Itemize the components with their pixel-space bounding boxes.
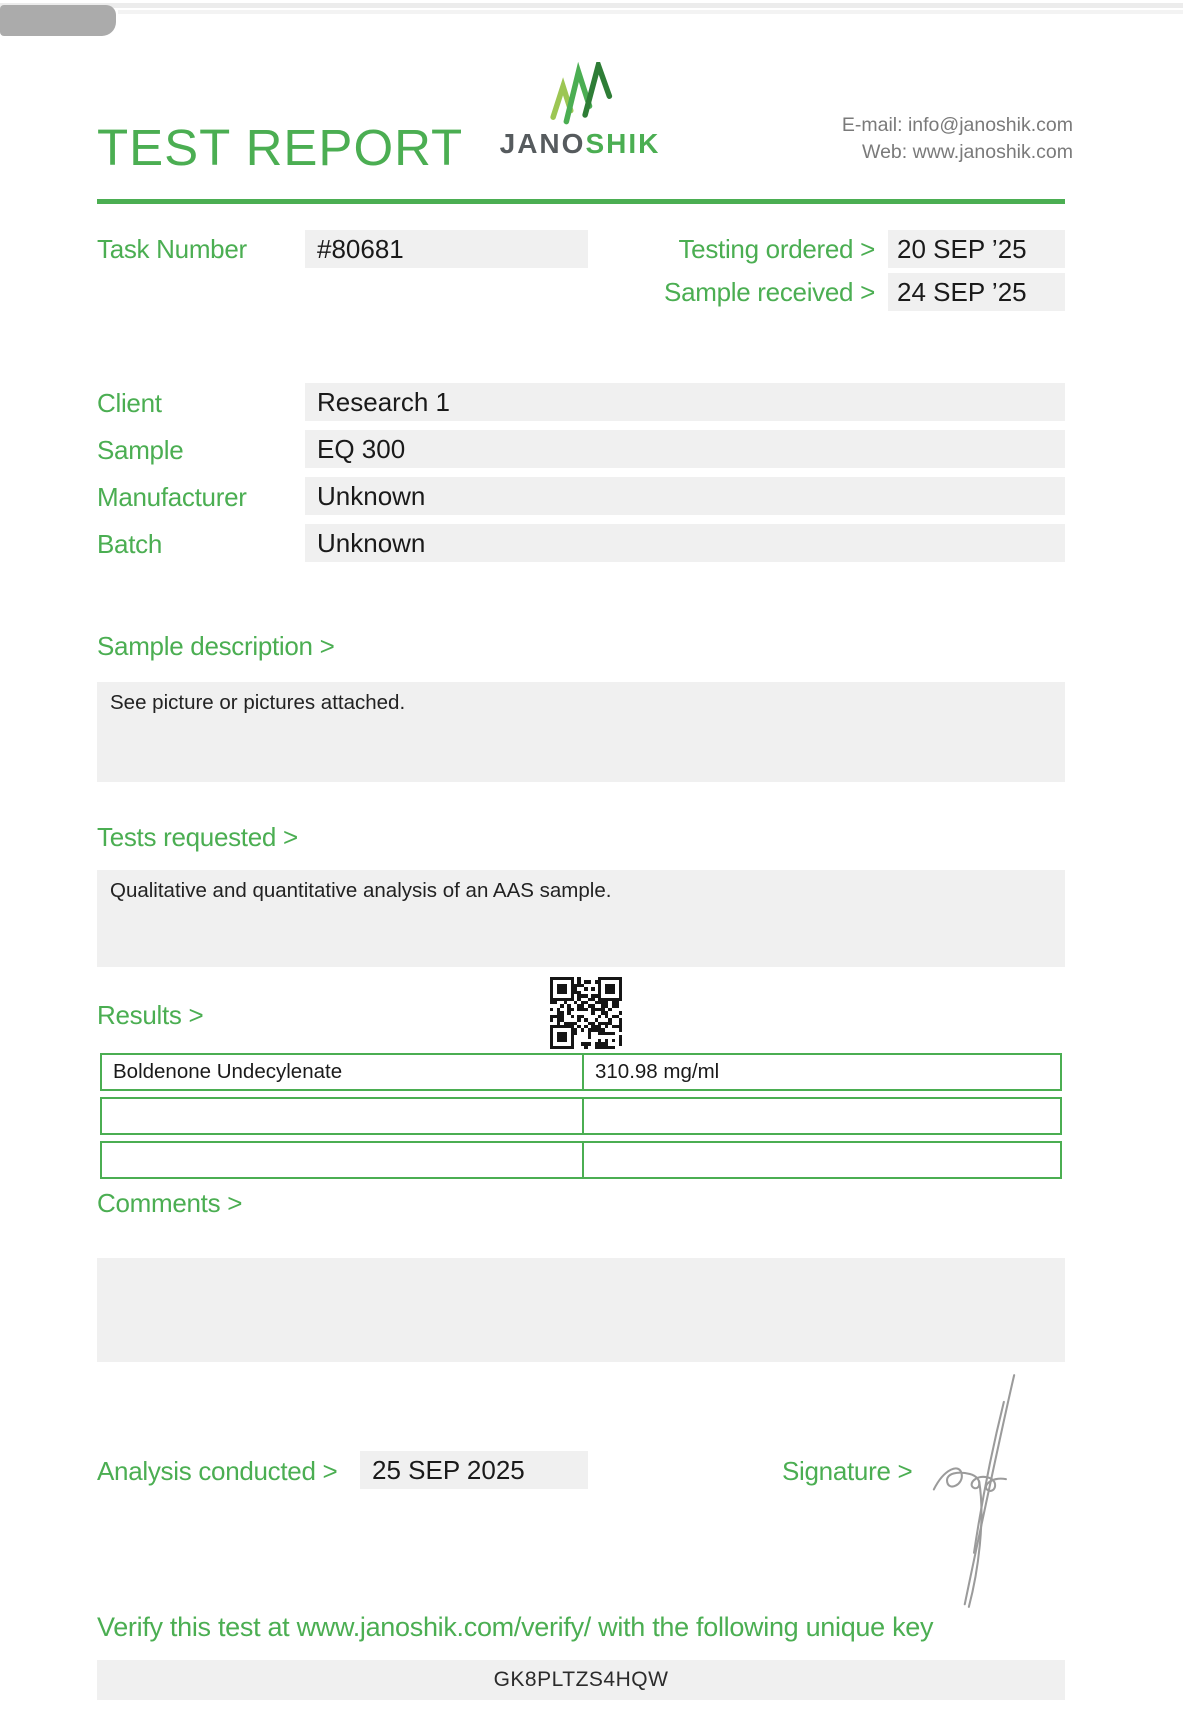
results-table (100, 1053, 1062, 1185)
brand-part-dark: JANO (499, 128, 586, 159)
verify-key-value: GK8PLTZS4HQW (493, 1668, 669, 1691)
tests-requested-heading: Tests requested > (97, 822, 298, 852)
analysis-conducted-label: Analysis conducted > (97, 1456, 338, 1486)
info-field-sample (305, 430, 1065, 468)
info-label-client: Client (97, 388, 162, 418)
brand-wordmark (460, 128, 700, 160)
sample-description-heading: Sample description > (97, 631, 335, 661)
result-substance (102, 1143, 584, 1177)
sample-received-label: Sample received > (664, 277, 875, 307)
email-value: info@janoshik.com (907, 114, 1073, 136)
viewer-top-strip-2 (118, 10, 1183, 14)
testing-ordered-value: 20 SEP ’25 (897, 233, 1027, 264)
page-title: TEST REPORT (97, 119, 464, 176)
sample-received-field (888, 273, 1065, 311)
viewer-top-strip (0, 3, 1183, 8)
sample-description-box (97, 682, 1065, 782)
result-substance: Boldenone Undecylenate (102, 1055, 584, 1089)
results-row-2 (100, 1097, 1062, 1135)
comments-heading: Comments > (97, 1188, 243, 1218)
info-label-manufacturer: Manufacturer (97, 482, 247, 512)
web-value: www.janoshik.com (912, 141, 1073, 163)
info-field-client (305, 383, 1065, 421)
info-value-manufacturer: Unknown (317, 480, 426, 511)
info-value-batch: Unknown (317, 527, 426, 558)
info-label-batch: Batch (97, 529, 162, 559)
sample-description-text: See picture or pictures attached. (110, 691, 406, 714)
signature-label: Signature > (782, 1456, 913, 1486)
qr-code (550, 977, 622, 1049)
analysis-date-field (360, 1451, 588, 1489)
contact-web-line (842, 139, 1073, 166)
testing-ordered-label: Testing ordered > (678, 234, 875, 264)
info-field-batch (305, 524, 1065, 562)
task-number-field (305, 230, 588, 268)
analysis-date-value: 25 SEP 2025 (372, 1454, 525, 1485)
result-value (584, 1099, 1060, 1133)
verify-text: Verify this test at www.janoshik.com/verify/ with the following unique key (97, 1612, 934, 1642)
handwritten-signature (922, 1370, 1026, 1612)
results-row-3 (100, 1141, 1062, 1179)
brand-part-green: SHIK (585, 128, 661, 159)
info-value-sample: EQ 300 (317, 433, 406, 464)
testing-ordered-field (888, 230, 1065, 268)
web-label: Web: (862, 141, 908, 163)
tests-requested-box (97, 870, 1065, 967)
comments-text (97, 1258, 1065, 1276)
info-value-client: Research 1 (317, 386, 450, 417)
mountain-chart-icon (545, 62, 623, 126)
contact-email-line (842, 112, 1073, 139)
comments-box (97, 1258, 1065, 1362)
verify-key-box (97, 1660, 1065, 1700)
header-divider (97, 199, 1065, 204)
results-row-1 (100, 1053, 1062, 1091)
tests-requested-text: Qualitative and quantitative analysis of an AAS sample. (110, 879, 612, 902)
result-value (584, 1143, 1060, 1177)
results-heading: Results > (97, 1000, 204, 1030)
info-label-sample: Sample (97, 435, 184, 465)
task-number-label: Task Number (97, 234, 247, 264)
sample-received-value: 24 SEP ’25 (897, 276, 1027, 307)
viewer-tab (0, 5, 116, 36)
contact-block (842, 112, 1073, 166)
task-number-value: #80681 (317, 233, 404, 264)
result-substance (102, 1099, 584, 1133)
info-field-manufacturer (305, 477, 1065, 515)
result-value: 310.98 mg/ml (595, 1060, 720, 1083)
email-label: E-mail: (841, 114, 903, 136)
